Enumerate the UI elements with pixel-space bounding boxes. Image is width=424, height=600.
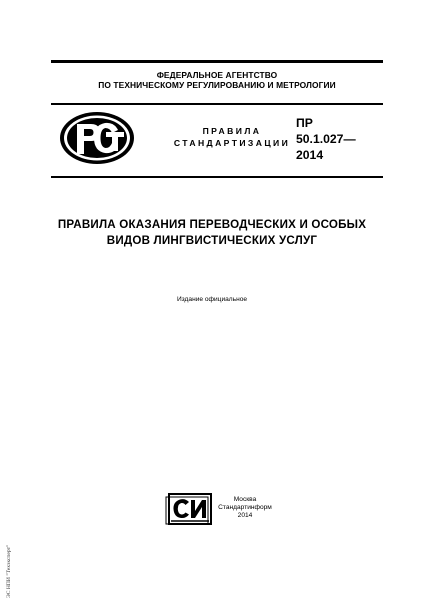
standartinform-logo-icon [163,492,219,526]
standard-code [296,115,356,163]
top-rule [51,60,383,63]
header-rule [51,103,383,105]
title-line-2: ВИДОВ ЛИНГВИСТИЧЕСКИХ УСЛУГ [106,234,318,247]
title-line-1: ПРАВИЛА ОКАЗАНИЯ ПЕРЕВОДЧЕСКИХ И ОСОБЫХ [57,218,367,231]
publisher-name: Стандартинформ [218,504,272,511]
publisher-year: 2014 [237,512,253,519]
watermark-text: ЭС НПИ "Техэксперт" [6,544,12,598]
series-line-1: ПРАВИЛА [202,126,262,136]
agency-line-2: ПО ТЕХНИЧЕСКОМУ РЕГУЛИРОВАНИЮ И МЕТРОЛОГИИ [98,80,336,90]
code-line-3: 2014 [296,148,324,162]
publisher-city: Москва [233,496,257,503]
rst-certification-mark-icon [58,110,136,166]
publisher-info [218,496,272,520]
techexpert-watermark [3,526,13,598]
agency-line-1: ФЕДЕРАЛЬНОЕ АГЕНТСТВО [156,70,278,80]
edition-note: Издание официальное [176,296,248,303]
code-line-1: ПР [296,116,313,130]
agency-header [51,70,383,90]
series-line-2: СТАНДАРТИЗАЦИИ [173,138,291,148]
code-line-2: 50.1.027— [296,132,356,146]
bottom-rule [51,176,383,178]
document-title [40,217,384,249]
document-series [172,125,292,149]
